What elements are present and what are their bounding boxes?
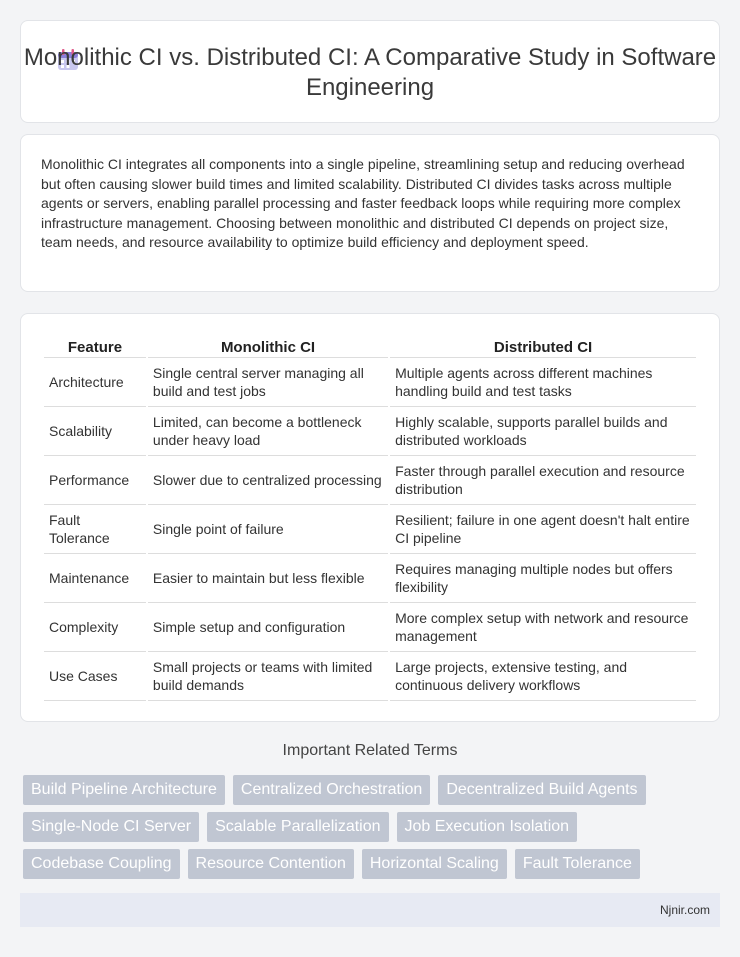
table-row [44,652,696,701]
table-header-row [44,335,696,358]
monolithic-cell: Easier to maintain but less flexible [148,554,388,603]
feature-cell: Architecture [44,358,146,407]
related-term-tag[interactable]: Decentralized Build Agents [438,775,645,805]
monolithic-cell: Single central server managing all build and test jobs [148,358,388,407]
feature-cell: Fault Tolerance [44,505,146,554]
distributed-cell: Requires managing multiple nodes but offers flexibility [390,554,696,603]
header-distributed: Distributed CI [390,335,696,358]
header-monolithic: Monolithic CI [148,335,388,358]
comparison-table [42,335,698,701]
related-terms-title: Important Related Terms [282,742,458,759]
table-row [44,407,696,456]
feature-cell: Scalability [44,407,146,456]
related-term-tag[interactable]: Build Pipeline Architecture [23,775,225,805]
related-term-tag[interactable]: Single-Node CI Server [23,812,199,842]
table-row [44,603,696,652]
related-terms-tags [23,775,703,879]
monolithic-cell: Simple setup and configuration [148,603,388,652]
related-term-tag[interactable]: Job Execution Isolation [397,812,578,842]
monolithic-cell: Limited, can become a bottleneck under heavy load [148,407,388,456]
related-term-tag[interactable]: Horizontal Scaling [362,849,507,879]
table-row [44,505,696,554]
related-term-tag[interactable]: Fault Tolerance [515,849,640,879]
monolithic-cell: Small projects or teams with limited build demands [148,652,388,701]
distributed-cell: More complex setup with network and resource management [390,603,696,652]
table-row [44,554,696,603]
distributed-cell: Resilient; failure in one agent doesn't halt entire CI pipeline [390,505,696,554]
comparison-table-card [20,313,720,722]
distributed-cell: Multiple agents across different machines handling build and test tasks [390,358,696,407]
related-term-tag[interactable]: Resource Contention [188,849,354,879]
monolithic-cell: Slower due to centralized processing [148,456,388,505]
footer-site-link[interactable]: Njnir.com [659,903,710,917]
monolithic-cell: Single point of failure [148,505,388,554]
feature-cell: Maintenance [44,554,146,603]
page-title: Monolithic CI vs. Distributed CI: A Comparative Study in Software Engineering [23,44,717,101]
title-card [20,20,720,123]
footer [20,893,720,927]
table-row [44,456,696,505]
feature-cell: Complexity [44,603,146,652]
table-row [44,358,696,407]
summary-text: Monolithic CI integrates all components into a single pipeline, streamlining setup and reducing overhead but often causing slower build times and limited scalability. Distributed CI divides tasks across multiple agents or servers, enabling parallel processing and faster feedback loops while requiring more complex infrastructure management. Choosing between monolithic and distributed CI depends on project size, team needs, and resource availability to optimize build efficiency and deployment speed. [41,156,685,250]
summary-card [20,134,720,292]
related-term-tag[interactable]: Scalable Parallelization [207,812,388,842]
related-term-tag[interactable]: Centralized Orchestration [233,775,430,805]
distributed-cell: Faster through parallel execution and resource distribution [390,456,696,505]
related-term-tag[interactable]: Codebase Coupling [23,849,180,879]
distributed-cell: Large projects, extensive testing, and continuous delivery workflows [390,652,696,701]
header-feature: Feature [44,335,146,358]
distributed-cell: Highly scalable, supports parallel builds and distributed workloads [390,407,696,456]
feature-cell: Performance [44,456,146,505]
feature-cell: Use Cases [44,652,146,701]
